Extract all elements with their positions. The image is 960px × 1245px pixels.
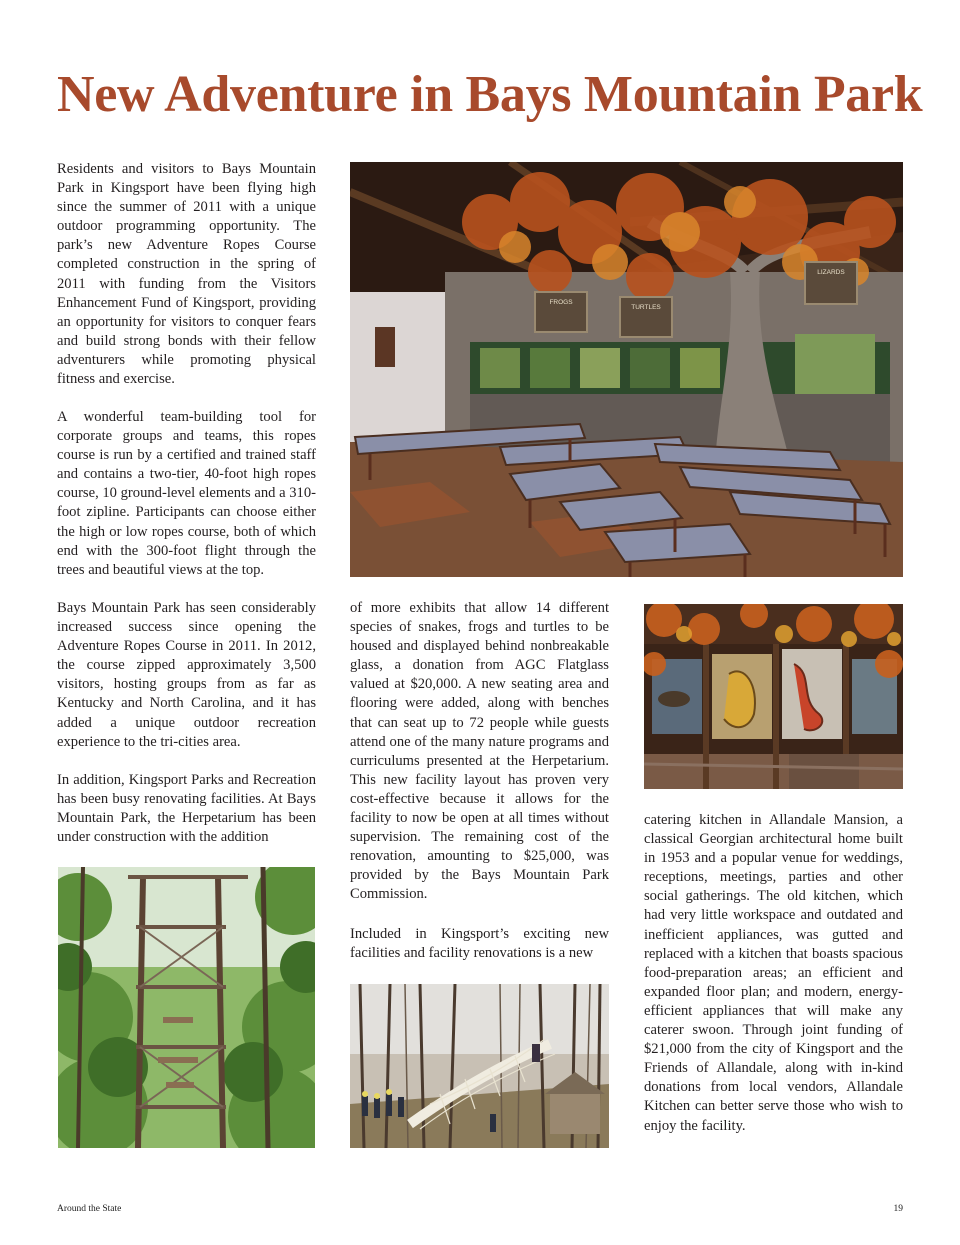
paragraph-allandale-kitchen: catering kitchen in Allandale Mansion, a classical Georgian architectural home built in 1953 and a popular venue for weddings, receptions, meetings, parties and other social gatherings. The old kitchen, which had very little workspace and outdated and inefficient appliances, was gutted and replaced with a kitchen that boasts spacious food-preparation areas; an efficient and expanded floor plan; and modern, energy-efficient appliances that will make any caterer swoon. Through joint funding of $21,000 from the city of Kingsport and the Friends of Allandale, along with in-kind donations from local vendors, Allandale Kitchen can better serve those who wish to enjoy the facility.: [644, 812, 903, 1134]
paragraph-team-building: A wonderful team-building tool for corporate groups and teams, this ropes course is run by a certified and trained staff and contains a two-tier, 40-foot high ropes course, 10 ground-level elements and a 310-foot zipline. Participants can choose either the high or low ropes course, both of which end with the 300-foot flight through the trees and beautiful views at the top.: [57, 409, 316, 578]
herpetarium-exhibit-photo: [644, 604, 903, 789]
sign-lizards: LIZARDS: [817, 269, 845, 276]
paragraph-renovations: In addition, Kingsport Parks and Recreation has been busy renovating facilities. At Bays Mountain Park, the Herpetarium has been under construction with the addition: [57, 772, 316, 846]
ropes-course-tower-photo: [58, 867, 315, 1148]
herpetarium-interior-photo: [350, 162, 903, 577]
ropes-course-net-photo: [350, 984, 609, 1148]
sign-turtles: TURTLES: [631, 304, 661, 311]
paragraph-intro: Residents and visitors to Bays Mountain Park in Kingsport have been flying high since the summer of 2011 with a unique outdoor programming opportunity. The park’s new Adventure Ropes Course completed construction in the spring of 2011 with funding from the Visitors Enhancement Fund of Kingsport, providing an opportunity for visitors to conquer fears and build strong bonds with their fellow adventurers while promoting physical fitness and exercise.: [57, 161, 316, 388]
sign-frogs: FROGS: [549, 299, 573, 306]
paragraph-new-facilities: Included in Kingsport’s exciting new facilities and facility renovations is a new: [350, 926, 609, 962]
page-number: 19: [893, 1204, 903, 1214]
paragraph-herpetarium: of more exhibits that allow 14 different species of snakes, frogs and turtles to be housed and displayed behind nonbreakable glass, a donation from AGC Flatglass valued at $20,000. A new seating area and flooring were added, along with benches that can seat up to 72 people while guests attend one of the many nature programs and curriculums presented at the Herpetarium. This new facility layout has proven very cost-effective because it allows for the facility to now be open at all times without supervision. The remaining cost of the renovation, amounting to $25,000, was provided by the Bays Mountain Park Commission.: [350, 600, 609, 903]
paragraph-success: Bays Mountain Park has seen considerably increased success since opening the Adventure Ropes Course in 2011. In 2012, the course zipped approximately 3,500 visitors, hosting groups from as far as Kentucky and North Carolina, and it has added a unique outdoor recreation experience to the tri-cities area.: [57, 600, 316, 750]
footer-section-label: Around the State: [57, 1204, 122, 1214]
page-title: New Adventure in Bays Mountain Park: [57, 66, 923, 123]
